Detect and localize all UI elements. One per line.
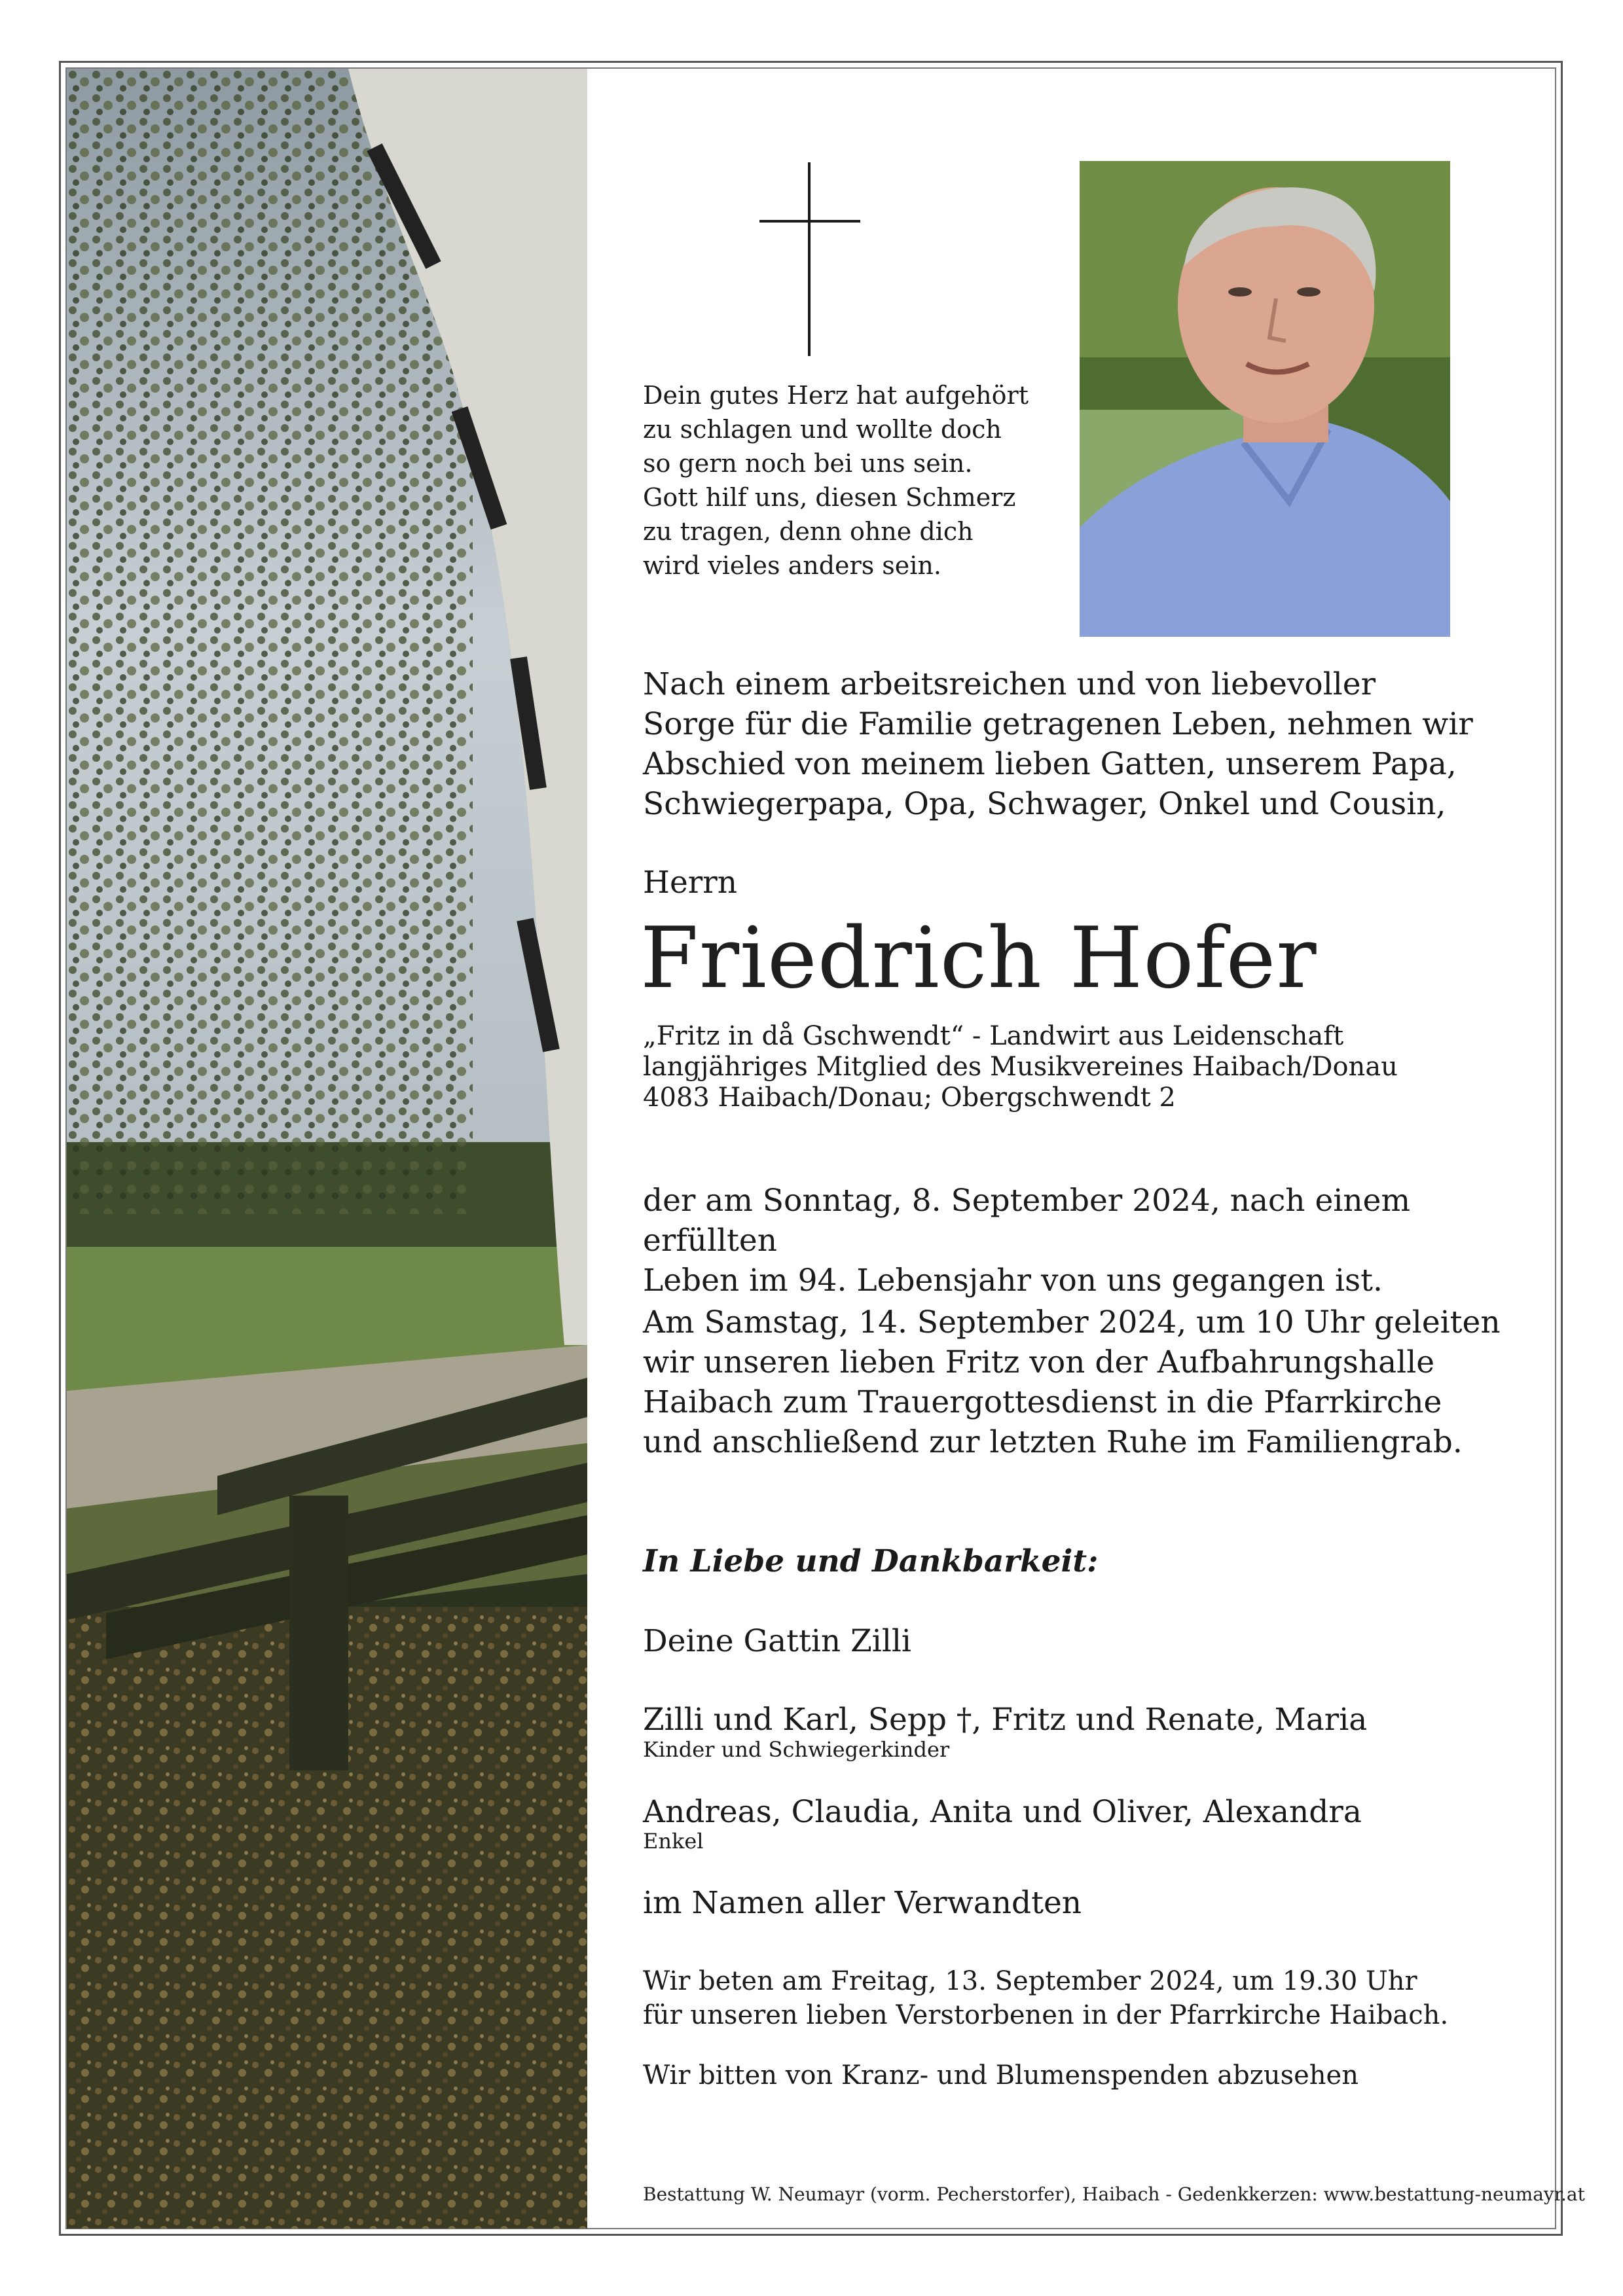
mourner-relatives: im Namen aller Verwandten	[643, 1885, 1082, 1921]
intro-paragraph: Nach einem arbeitsreichen und von liebevoller Sorge für die Familie getragenen Leben, nehmen wir Abschied von meinem lieben Gatten, unserem Papa, Schwiegerpapa, Opa, Schwager, Onkel und Cousin,	[643, 666, 1473, 822]
mourner-grandchildren: Andreas, Claudia, Anita und Oliver, Alexandra	[643, 1794, 1362, 1830]
salutation: Herrn	[643, 865, 738, 901]
death-announcement: der am Sonntag, 8. September 2024, nach einem erfüllten Leben im 94. Lebensjahr von uns gegangen ist.	[643, 1183, 1411, 1299]
cross-icon	[759, 162, 860, 356]
mourner-children: Zilli und Karl, Sepp †, Fritz und Renate, Maria	[643, 1702, 1368, 1738]
funeral-home-footer: Bestattung W. Neumayr (vorm. Pecherstorfer), Haibach - Gedenkkerzen: www.bestattung-neumayr.at	[643, 2183, 1585, 2205]
memorial-verse: Dein gutes Herz hat aufgehört zu schlagen und wollte doch so gern noch bei uns sein. Gott hilf uns, diesen Schmerz zu tragen, denn ohne dich wird vieles anders sein.	[643, 381, 1029, 580]
deceased-details: „Fritz in då Gschwendt“ - Landwirt aus Leidenschaft langjähriges Mitglied des Musikvereines Haibach/Donau 4083 Haibach/Donau; Obergschwendt 2	[643, 1021, 1398, 1113]
prayer-announcement: Wir beten am Freitag, 13. September 2024, um 19.30 Uhr für unseren lieben Verstorbenen in der Pfarrkirche Haibach.	[643, 1966, 1449, 2030]
deceased-portrait-photo	[1080, 161, 1450, 637]
funeral-announcement: Am Samstag, 14. September 2024, um 10 Uhr geleiten wir unseren lieben Fritz von der Aufbahrungshalle Haibach zum Trauergottesdienst in die Pfarrkirche und anschließend zur letzten Ruhe im Familiengrab.	[643, 1304, 1501, 1460]
mourner-spouse: Deine Gattin Zilli	[643, 1623, 911, 1659]
deceased-name: Friedrich Hofer	[640, 910, 1317, 1007]
mourner-grandchildren-role: Enkel	[643, 1829, 704, 1854]
flowers-note: Wir bitten von Kranz- und Blumenspenden abzusehen	[643, 2060, 1359, 2090]
landscape-photo	[67, 69, 587, 2229]
mourner-children-role: Kinder und Schwiegerkinder	[643, 1737, 950, 1762]
thanks-heading: In Liebe und Dankbarkeit:	[643, 1543, 1099, 1579]
